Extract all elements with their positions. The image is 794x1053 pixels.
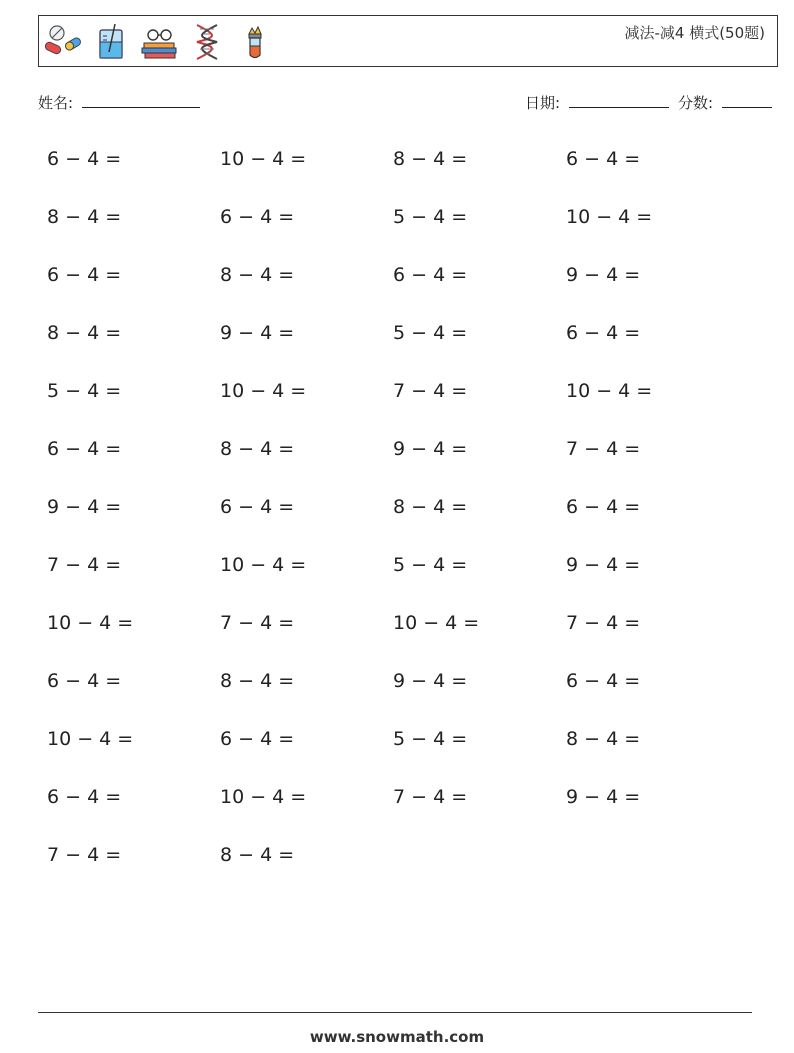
problem-item: 5 − 4 =	[393, 206, 468, 228]
problem-item: 9 − 4 =	[393, 438, 468, 460]
problem-item: 6 − 4 =	[47, 148, 122, 170]
problem-grid	[38, 130, 758, 884]
problem-item: 8 − 4 =	[220, 670, 295, 692]
problem-item: 10 − 4 =	[566, 206, 653, 228]
name-field	[38, 92, 200, 113]
score-label: 分数:	[678, 94, 714, 112]
problem-item: 6 − 4 =	[566, 322, 641, 344]
problem-row	[38, 304, 758, 362]
problem-item: 10 − 4 =	[47, 612, 134, 634]
problem-item: 8 − 4 =	[566, 728, 641, 750]
pills-icon	[43, 22, 83, 62]
test-tube-icon	[235, 22, 275, 62]
name-blank[interactable]	[82, 93, 200, 108]
date-field	[525, 92, 669, 113]
problem-item: 7 − 4 =	[47, 844, 122, 866]
problem-item: 6 − 4 =	[566, 496, 641, 518]
problem-item: 6 − 4 =	[393, 264, 468, 286]
worksheet-header	[38, 15, 778, 67]
problem-item: 6 − 4 =	[220, 496, 295, 518]
problem-row	[38, 246, 758, 304]
problem-row	[38, 478, 758, 536]
footer-site: www.snowmath.com	[309, 1028, 485, 1046]
problem-item: 8 − 4 =	[393, 148, 468, 170]
problem-item: 6 − 4 =	[47, 670, 122, 692]
date-label: 日期:	[525, 94, 561, 112]
problem-row	[38, 594, 758, 652]
problem-row	[38, 768, 758, 826]
problem-row	[38, 188, 758, 246]
problem-item: 9 − 4 =	[566, 786, 641, 808]
problem-item: 9 − 4 =	[220, 322, 295, 344]
worksheet-title: 减法-减4 横式(50题)	[624, 24, 765, 42]
problem-item: 6 − 4 =	[47, 264, 122, 286]
problem-item: 6 − 4 =	[47, 438, 122, 460]
problem-item: 5 − 4 =	[393, 728, 468, 750]
problem-item: 10 − 4 =	[220, 148, 307, 170]
problem-item: 7 − 4 =	[566, 438, 641, 460]
problem-item: 8 − 4 =	[220, 438, 295, 460]
date-blank[interactable]	[569, 93, 669, 108]
problem-item: 8 − 4 =	[220, 844, 295, 866]
books-glasses-icon	[139, 22, 179, 62]
problem-item: 8 − 4 =	[47, 322, 122, 344]
problem-item: 5 − 4 =	[393, 554, 468, 576]
problem-item: 6 − 4 =	[220, 728, 295, 750]
problem-item: 6 − 4 =	[566, 148, 641, 170]
problem-item: 10 − 4 =	[220, 786, 307, 808]
problem-item: 8 − 4 =	[220, 264, 295, 286]
problem-item: 5 − 4 =	[393, 322, 468, 344]
problem-item: 10 − 4 =	[566, 380, 653, 402]
problem-item: 10 − 4 =	[220, 554, 307, 576]
score-blank[interactable]	[722, 93, 772, 108]
problem-item: 10 − 4 =	[220, 380, 307, 402]
header-icons	[43, 20, 275, 64]
problem-row	[38, 420, 758, 478]
problem-item: 9 − 4 =	[566, 264, 641, 286]
problem-item: 7 − 4 =	[393, 380, 468, 402]
problem-row	[38, 710, 758, 768]
problem-row	[38, 130, 758, 188]
problem-item: 6 − 4 =	[220, 206, 295, 228]
problem-row	[38, 652, 758, 710]
score-field	[678, 92, 772, 113]
dna-icon	[187, 22, 227, 62]
problem-item: 8 − 4 =	[47, 206, 122, 228]
problem-item: 9 − 4 =	[566, 554, 641, 576]
problem-item: 7 − 4 =	[220, 612, 295, 634]
problem-row	[38, 536, 758, 594]
footer-divider	[38, 1012, 752, 1013]
problem-item: 10 − 4 =	[393, 612, 480, 634]
name-label: 姓名:	[38, 94, 74, 112]
problem-item: 7 − 4 =	[47, 554, 122, 576]
problem-item: 8 − 4 =	[393, 496, 468, 518]
problem-row	[38, 826, 758, 884]
problem-item: 5 − 4 =	[47, 380, 122, 402]
problem-row	[38, 362, 758, 420]
problem-item: 6 − 4 =	[566, 670, 641, 692]
problem-item: 9 − 4 =	[47, 496, 122, 518]
problem-item: 7 − 4 =	[566, 612, 641, 634]
problem-item: 10 − 4 =	[47, 728, 134, 750]
beaker-icon	[91, 22, 131, 62]
problem-item: 7 − 4 =	[393, 786, 468, 808]
problem-item: 9 − 4 =	[393, 670, 468, 692]
problem-item: 6 − 4 =	[47, 786, 122, 808]
